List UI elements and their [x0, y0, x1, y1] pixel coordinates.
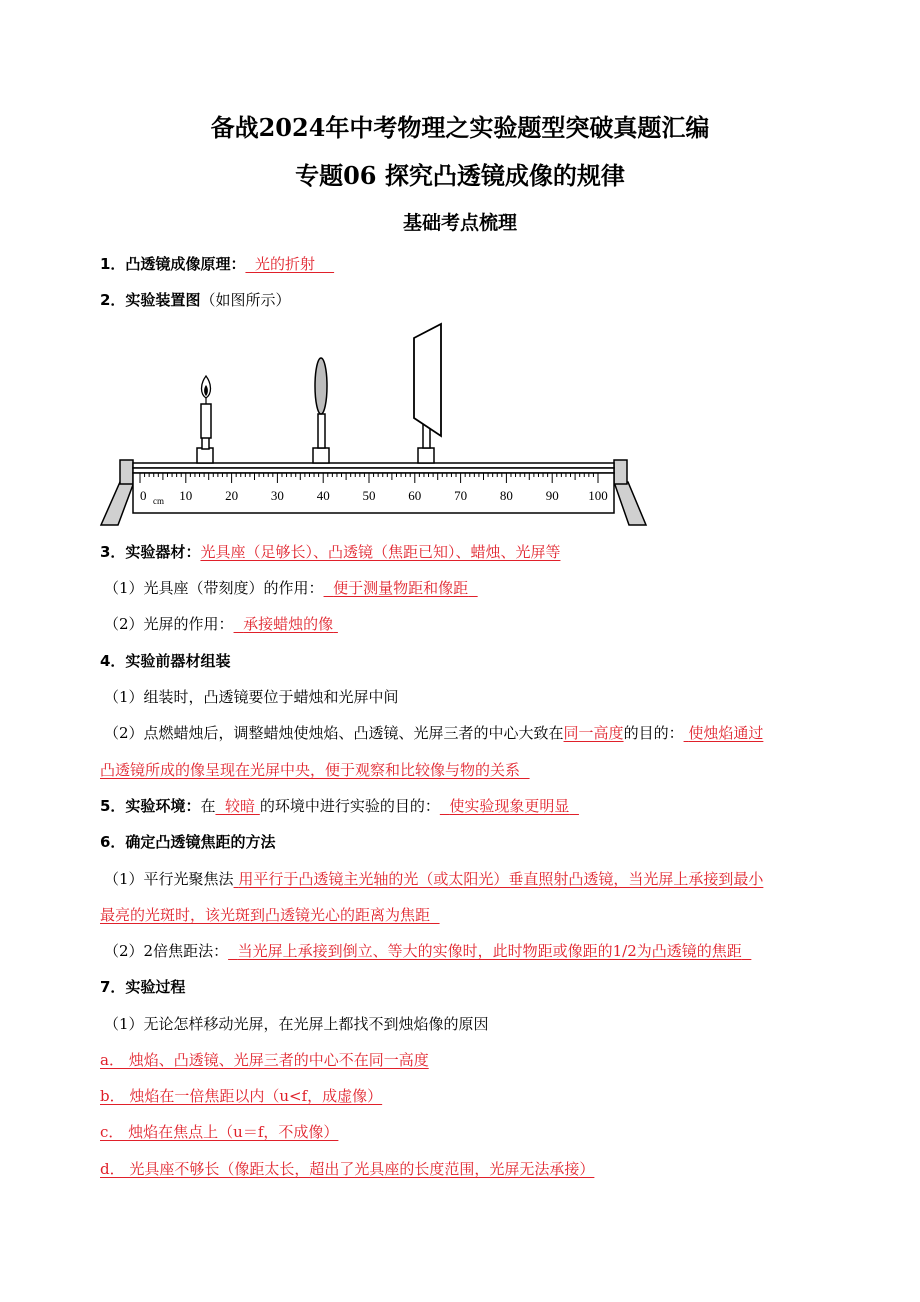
- ruler-tick-label: 30: [270, 488, 284, 503]
- document-title: 备战2024年中考物理之实验题型突破真题汇编: [210, 113, 710, 142]
- answer-blank: 光的折射: [255, 255, 316, 273]
- reason-a: a． 烛焰、凸透镜、光屏三者的中心不在同一高度: [100, 1051, 429, 1069]
- item-6: 6．确定凸透镜焦距的方法: [100, 833, 276, 851]
- candle: [197, 376, 213, 463]
- reason-d: d． 光具座不够长（像距太长，超出了光具座的长度范围，光屏无法承接）: [100, 1160, 595, 1178]
- item-5: 5．实验环境：在 较暗 的环境中进行实验的目的： 使实验现象更明显: [100, 797, 570, 815]
- item-4-2: （2）点燃蜡烛后，调整蜡烛使烛焰、凸透镜、光屏三者的中心大致在同一高度的目的： 使烛焰通过: [104, 724, 764, 742]
- item-6-2: （2）2倍焦距法： 当光屏上承接到倒立、等大的实像时，此时物距或像距的1/2为凸透镜的焦距: [104, 942, 742, 960]
- item-6-1: （1）平行光聚焦法 用平行于凸透镜主光轴的光（或太阳光）垂直照射凸透镜，当光屏上承接到最小: [104, 870, 764, 888]
- item-3-1: （1）光具座（带刻度）的作用： 便于测量物距和像距: [104, 579, 469, 597]
- ruler-tick-label: 0: [140, 488, 147, 503]
- ruler-tick-label: 40: [316, 488, 330, 503]
- item-7-1: （1）无论怎样移动光屏，在光屏上都找不到烛焰像的原因: [104, 1015, 489, 1033]
- reason-c: c． 烛焰在焦点上（u＝f，不成像）: [100, 1123, 339, 1141]
- reason-b: b． 烛焰在一倍焦距以内（u<f，成虚像）: [100, 1087, 383, 1105]
- ruler-tick-label: 60: [408, 488, 422, 503]
- item-7: 7．实验过程: [100, 978, 186, 996]
- ruler-tick-label: 80: [499, 488, 513, 503]
- item-3: 3．实验器材：光具座（足够长）、凸透镜（焦距已知）、蜡烛、光屏等: [100, 543, 561, 561]
- item-2: 2．实验装置图（如图所示）: [100, 291, 291, 309]
- section-title: 基础考点梳理: [402, 212, 517, 234]
- ruler-tick-label: 50: [362, 488, 376, 503]
- ruler-tick-label: 100: [588, 488, 608, 503]
- topic-title: 专题06 探究凸透镜成像的规律: [295, 161, 625, 190]
- ruler-tick-label: 70: [454, 488, 468, 503]
- item-4-1: （1）组装时，凸透镜要位于蜡烛和光屏中间: [104, 688, 399, 706]
- ruler-tick-label: 10: [179, 488, 193, 503]
- convex-lens: [313, 358, 329, 463]
- optical-bench-diagram: [98, 318, 650, 530]
- ruler-tick-label: 20: [225, 488, 239, 503]
- light-screen: [414, 324, 441, 463]
- item-4: 4．实验前器材组装: [100, 652, 231, 670]
- item-3-2: （2）光屏的作用： 承接蜡烛的像: [104, 615, 334, 633]
- item-6-1-cont: 最亮的光斑时，该光斑到凸透镜光心的距离为焦距: [100, 906, 431, 924]
- item-4-2-cont: 凸透镜所成的像呈现在光屏中央，便于观察和比较像与物的关系: [100, 761, 521, 779]
- item-1: 1．凸透镜成像原理： 光的折射: [100, 254, 334, 274]
- ruler-tick-label: 90: [545, 488, 559, 503]
- ruler-unit: cm: [153, 496, 164, 506]
